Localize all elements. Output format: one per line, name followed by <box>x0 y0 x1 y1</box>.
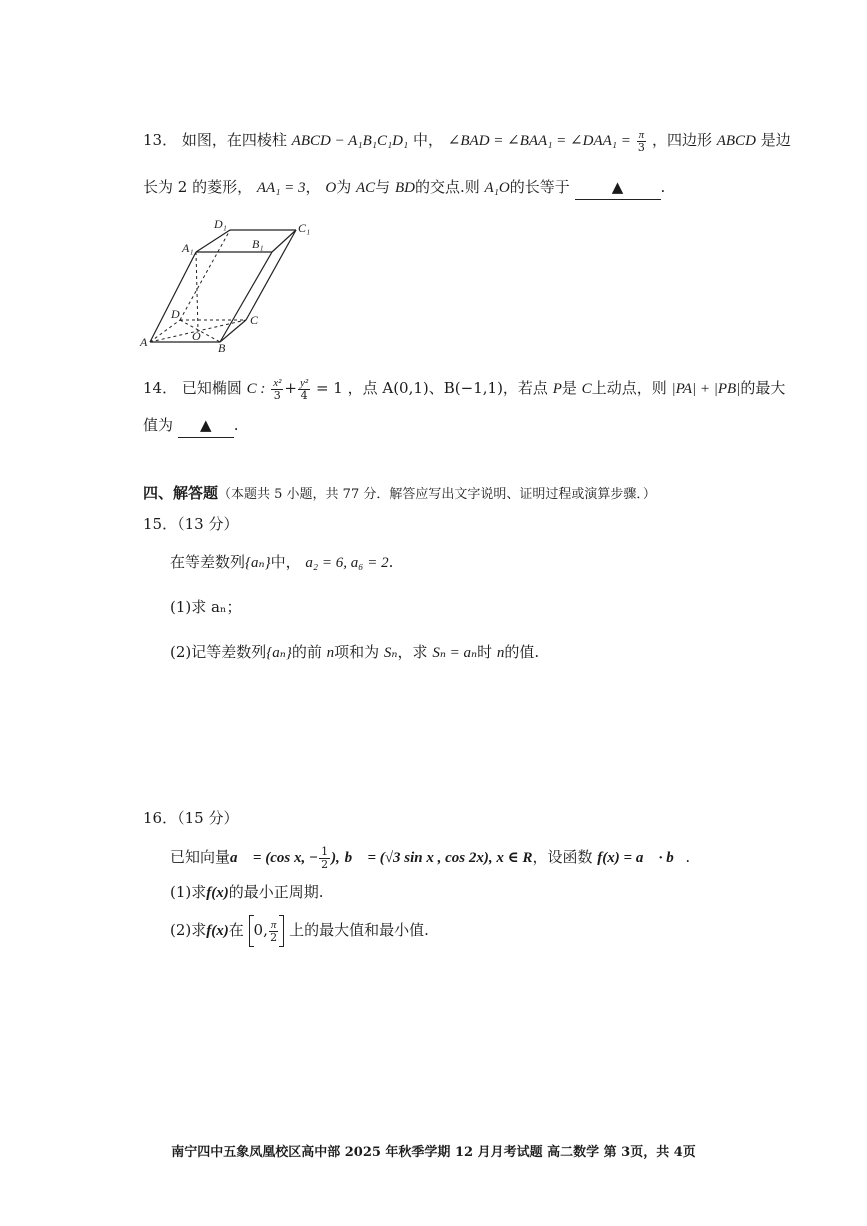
label-D: D <box>171 307 180 321</box>
q16-part1: (1)求f(x)的最小正周期. <box>170 883 324 901</box>
q13-line2: 长为 2 的菱形， AA₁ = 3， O为 AC与 BD的交点.则 A₁O的长等于 ▲ . <box>143 175 665 200</box>
label-O: O <box>192 329 201 343</box>
label-A: A <box>140 335 148 349</box>
q16-stem: 已知向量a⃗ = (cos x, − $\frac{1}{2}$ ), b⃗ = (√3 sin x , cos 2x), x ∈ R，设函数 f(x) = a⃗ · b⃗. <box>170 844 691 871</box>
q15-stem: 在等差数列{aₙ}中， a₂ = 6, a₆ = 2. <box>170 553 394 571</box>
edge-AD <box>150 320 180 342</box>
edge-B1C1 <box>272 230 296 252</box>
q14-number: 14． <box>143 379 178 397</box>
q16-part2: (2)求f(x)在 0, $\frac{\pi}{2}$ 上的最大值和最小值. <box>170 913 429 948</box>
answer-blank-13: ▲ <box>575 175 661 200</box>
pi-over-3: $\frac{\pi}{3}$ <box>637 128 645 154</box>
edge-AA1 <box>150 252 196 342</box>
prism-figure <box>138 214 328 354</box>
label-B1: B₁ <box>252 237 264 251</box>
section-title: 四、解答题 <box>143 484 219 502</box>
label-D1: D₁ <box>214 217 227 231</box>
answer-blank-14: ▲ <box>178 413 234 438</box>
label-C: C <box>250 313 259 327</box>
edge-A1D1 <box>196 230 230 252</box>
page-footer: 南宁四中五象凤凰校区高中部 2025 年秋季学期 12 月月考试题 高二数学 第 3页，共 4页 <box>171 1145 696 1160</box>
q14-line1: 14． 已知椭圆 C : $\frac{\text{x²}}{3}$ + $\frac{\text{y²}}{4}$ = 1 ，点 A(0,1)、B(−1,1)，若点 P是 C上动点，则 |PA| + |PB|的最大 <box>143 376 786 402</box>
edge-BB1 <box>220 252 272 342</box>
q15-header: 15．（13 分） <box>143 515 239 533</box>
q13-line1: 13． 如图，在四棱柱 ABCD − A₁B₁C₁D₁ 中， ∠BAD = ∠BAA₁ = ∠DAA₁ = $\frac{\pi}{3}$ ，四边形 ABCD 是边 <box>143 128 791 154</box>
q15-part2: (2)记等差数列{aₙ}的前 n项和为 Sₙ，求 Sₙ = aₙ时 n的值. <box>170 643 540 661</box>
q14-line2: 值为 ▲ . <box>143 413 239 438</box>
label-A1: A₁ <box>182 241 194 255</box>
section-4-heading: 四、解答题（本题共 5 小题，共 77 分．解答应写出文字说明、证明过程或演算步骤．） <box>143 484 656 502</box>
q15-part1: (1)求 aₙ； <box>170 598 242 616</box>
label-C1: C₁ <box>298 221 311 235</box>
q16-header: 16．（15 分） <box>143 809 239 827</box>
q13-number: 13． <box>143 131 178 149</box>
label-B: B <box>218 341 226 354</box>
